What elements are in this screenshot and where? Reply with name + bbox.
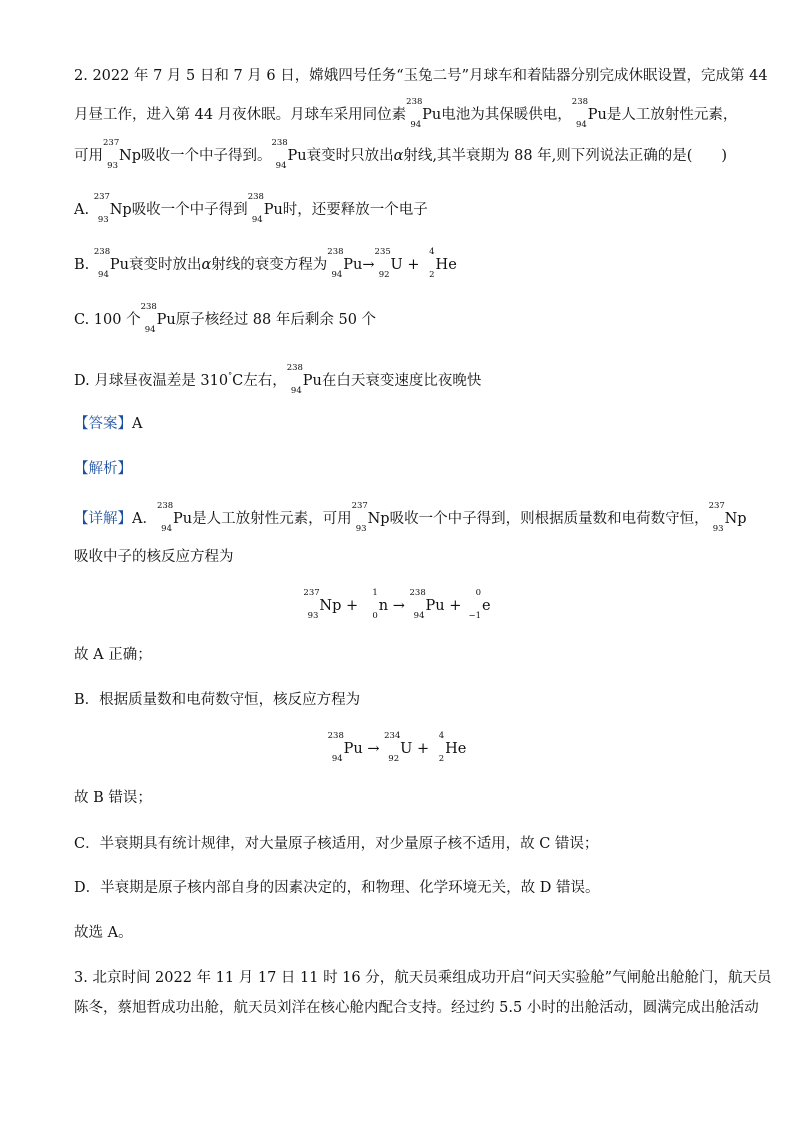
- text: 陈冬，蔡旭哲成功出舱，航天员刘洋在核心舱内配合支持。经过约 5.5 小时的出舱活动，圆满完成出舱活动: [74, 1000, 759, 1016]
- detail-line-6: [74, 834, 598, 854]
- atomic-number: 92: [388, 754, 400, 764]
- mass-number: 238: [140, 302, 157, 312]
- text: C．半衰期具有统计规律，对大量原子核适用，对少量原子核不适用，故 C 错误；: [74, 836, 599, 852]
- nuclide-electron: [466, 588, 491, 621]
- detail-label: 【详解】: [74, 511, 132, 527]
- mass-number: 237: [103, 138, 120, 148]
- nuclide-pu238: [156, 501, 193, 534]
- text: 吸收一个中子得到: [131, 202, 248, 218]
- option-b: [74, 247, 457, 280]
- atomic-number: 94: [161, 524, 172, 534]
- q2-line-3: [74, 138, 728, 171]
- nuclide-np237: [93, 192, 132, 225]
- arrow-symbol: →: [392, 598, 405, 614]
- element-symbol: Np: [109, 202, 132, 218]
- answer-line: [74, 414, 142, 434]
- plus-symbol: +: [346, 598, 359, 614]
- element-symbol: Pu: [425, 598, 445, 614]
- nuclide-pu238: [93, 247, 129, 280]
- text: 射线,其半衰期为 88 年,则下列说法正确的是( ): [403, 148, 728, 164]
- nuclide-np237: [103, 138, 141, 171]
- element-symbol: Np: [724, 511, 747, 527]
- nuclide-pu238: [571, 97, 607, 130]
- text: B．根据质量数和电荷数守恒，核反应方程为: [74, 692, 361, 708]
- option-d: [74, 363, 482, 396]
- element-symbol: He: [435, 257, 457, 273]
- option-label: C. 100 个: [74, 312, 141, 328]
- text: 在白天衰变速度比夜晚快: [321, 373, 482, 389]
- nuclide-pu238: [247, 192, 283, 225]
- element-symbol: n: [378, 598, 389, 614]
- plus-symbol: +: [416, 741, 430, 757]
- mass-number: 238: [327, 731, 344, 741]
- nuclide-pu238: [271, 138, 307, 171]
- atomic-number: 94: [290, 386, 302, 396]
- atomic-number: 94: [251, 215, 263, 225]
- mass-number: 235: [374, 247, 391, 257]
- detail-line-1: [74, 501, 747, 534]
- nuclide-u234: [384, 731, 413, 764]
- atomic-number: 93: [307, 611, 319, 621]
- equation-1: [0, 588, 794, 621]
- atomic-number: 92: [378, 270, 390, 280]
- atomic-number: −1: [468, 611, 481, 621]
- atomic-number: 94: [331, 270, 343, 280]
- text: 故选 A。: [74, 925, 133, 941]
- nuclide-np237: [303, 588, 342, 621]
- atomic-number: 0: [372, 611, 378, 621]
- mass-number: 238: [247, 192, 264, 202]
- mass-number: 4: [429, 247, 435, 257]
- nuclide-pu238: [327, 731, 363, 764]
- text: A．: [132, 511, 157, 527]
- alpha-symbol: α: [393, 148, 404, 164]
- option-a: [74, 192, 428, 225]
- element-symbol: Pu: [109, 257, 129, 273]
- atomic-number: 94: [331, 754, 343, 764]
- detail-line-4: [74, 690, 360, 710]
- mass-number: 238: [327, 247, 344, 257]
- atomic-number: 94: [575, 120, 587, 130]
- q2-line-2: [74, 97, 738, 130]
- nuclide-pu238: [409, 588, 445, 621]
- mass-number: 1: [372, 588, 378, 598]
- mass-number: 237: [708, 501, 725, 511]
- answer-value: A: [132, 416, 143, 432]
- atomic-number: 93: [107, 161, 118, 171]
- mass-number: 234: [384, 731, 401, 741]
- text: 吸收一个中子得到。: [140, 148, 272, 164]
- mass-number: 237: [303, 588, 320, 598]
- mass-number: 238: [406, 97, 423, 107]
- text: 3. 北京时间 2022 年 11 月 17 日 11 时 16 分，航天员乘组成功开启“问天实验舱”气闸舱出舱舱门，航天员: [74, 970, 772, 986]
- option-c: [74, 302, 377, 335]
- atomic-number: 93: [97, 215, 109, 225]
- answer-label: 【答案】: [74, 416, 132, 432]
- nuclide-pu238: [140, 302, 176, 335]
- element-symbol: Pu: [287, 148, 307, 164]
- nuclide-np237: [351, 501, 390, 534]
- text: 电池为其保暖供电，: [441, 107, 572, 123]
- nuclide-pu238: [406, 97, 442, 130]
- mass-number: 238: [571, 97, 589, 107]
- text: 月昼工作，进入第 44 月夜休眠。月球车采用同位素: [74, 107, 407, 123]
- nuclide-neutron: [363, 588, 389, 621]
- alpha-symbol: α: [201, 257, 212, 273]
- text: 衰变时放出: [128, 257, 202, 273]
- text: 可用: [74, 148, 103, 164]
- nuclide-np237: [708, 501, 747, 534]
- plus-symbol: +: [449, 598, 462, 614]
- text: 是人工放射性元素，: [606, 107, 738, 123]
- element-symbol: Pu: [263, 202, 283, 218]
- equation-2: [0, 731, 794, 764]
- element-symbol: Pu: [343, 741, 363, 757]
- element-symbol: Pu: [343, 257, 363, 273]
- option-label: A.: [74, 202, 90, 218]
- option-label: D. 月球昼夜温差是 310: [74, 373, 229, 389]
- text: 故 B 错误；: [74, 790, 152, 806]
- q2-line-1: [74, 66, 768, 86]
- atomic-number: 94: [275, 161, 287, 171]
- mass-number: 237: [351, 501, 368, 511]
- arrow-symbol: →: [362, 257, 375, 273]
- atomic-number: 93: [355, 524, 367, 534]
- element-symbol: Pu: [302, 373, 322, 389]
- nuclide-pu238: [327, 247, 363, 280]
- element-symbol: He: [445, 741, 467, 757]
- detail-line-8: [74, 923, 133, 943]
- detail-line-7: [74, 878, 599, 898]
- text: 射线的衰变方程为: [211, 257, 328, 273]
- text: 是人工放射性元素，可用: [192, 511, 352, 527]
- q3-line-1: [74, 968, 772, 988]
- text: 吸收一个中子得到，则根据质量数和电荷数守恒，: [389, 511, 709, 527]
- option-label: B.: [74, 257, 90, 273]
- mass-number: 238: [271, 138, 288, 148]
- detail-line-5: [74, 788, 152, 808]
- detail-line-2: [74, 547, 234, 567]
- nuclide-he4: [429, 731, 467, 764]
- nuclide-he4: [420, 247, 457, 280]
- q3-line-2: [74, 998, 759, 1018]
- text: C左右，: [232, 373, 287, 389]
- element-symbol: U: [390, 257, 403, 273]
- element-symbol: Np: [367, 511, 390, 527]
- text: D．半衰期是原子核内部自身的因素决定的，和物理、化学环境无关，故 D 错误。: [74, 880, 600, 896]
- text: 吸收中子的核反应方程为: [74, 549, 234, 565]
- nuclide-pu238: [286, 363, 322, 396]
- element-symbol: Pu: [587, 107, 607, 123]
- atomic-number: 94: [144, 325, 156, 335]
- mass-number: 238: [409, 588, 426, 598]
- arrow-symbol: →: [367, 741, 380, 757]
- mass-number: 0: [475, 588, 481, 598]
- analysis-label: 【解析】: [74, 461, 132, 477]
- element-symbol: Np: [119, 148, 141, 164]
- nuclide-u235: [374, 247, 403, 280]
- element-symbol: e: [481, 598, 491, 614]
- element-symbol: Pu: [172, 511, 193, 527]
- plus-symbol: +: [407, 257, 420, 273]
- text: 衰变时只放出: [306, 148, 394, 164]
- element-symbol: U: [400, 741, 413, 757]
- analysis-line: [74, 459, 132, 479]
- atomic-number: 94: [98, 270, 109, 280]
- element-symbol: Np: [319, 598, 342, 614]
- atomic-number: 93: [712, 524, 724, 534]
- element-symbol: Pu: [156, 312, 176, 328]
- atomic-number: 94: [410, 120, 422, 130]
- mass-number: 238: [93, 247, 111, 257]
- q2-text: 2. 2022 年 7 月 5 日和 7 月 6 日，嫦娥四号任务“玉兔二号”月球车和着陆器分别完成休眠设置，完成第 44: [74, 68, 768, 84]
- mass-number: 237: [93, 192, 110, 202]
- mass-number: 238: [156, 501, 174, 511]
- atomic-number: 2: [429, 270, 435, 280]
- degree-symbol: °: [228, 371, 233, 380]
- text: 时，还要释放一个电子: [282, 202, 428, 218]
- mass-number: 4: [438, 731, 445, 741]
- text: 故 A 正确；: [74, 647, 152, 663]
- mass-number: 238: [286, 363, 303, 373]
- atomic-number: 2: [438, 754, 445, 764]
- detail-line-3: [74, 645, 152, 665]
- atomic-number: 94: [413, 611, 425, 621]
- text: 原子核经过 88 年后剩余 50 个: [175, 312, 377, 328]
- element-symbol: Pu: [422, 107, 442, 123]
